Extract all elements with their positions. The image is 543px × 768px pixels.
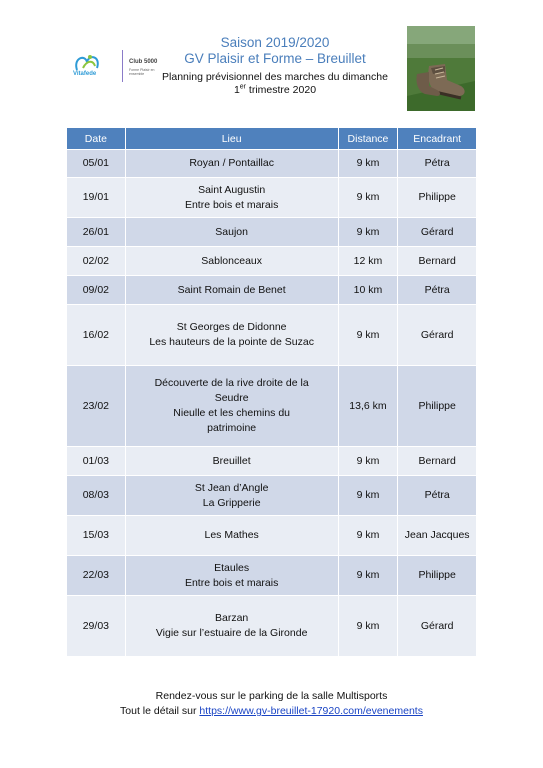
table-row [67,247,477,276]
cell-lieu [125,305,338,366]
cell-encadrant: Pétra [398,476,477,516]
lieu-line: Nieulle et les chemins du [173,407,291,419]
lieu-line: Découverte de la rive droite de la [154,377,309,389]
cell-lieu [125,447,338,476]
trimester-number: 1 [233,84,240,96]
trimester-line [140,84,410,97]
column-header-distance: Distance [338,128,398,150]
cell-encadrant: Pétra [398,276,477,305]
table-row [67,556,477,596]
lieu-line: Sablonceaux [201,254,262,267]
table-row [67,516,477,556]
details-prefix: Tout le détail sur [120,705,200,717]
cell-distance: 9 km [338,178,398,218]
cell-date: 19/01 [67,178,126,218]
cell-lieu [125,218,338,247]
cell-encadrant: Philippe [398,366,477,447]
club-title: GV Plaisir et Forme – Breuillet [184,51,366,66]
column-header-encadrant: Encadrant [398,128,477,150]
details-line [60,704,483,719]
cell-date: 05/01 [67,150,126,178]
lieu-line: St Georges de Didonne [176,321,287,333]
cell-distance: 9 km [338,596,398,657]
cell-lieu [125,516,338,556]
cell-distance: 9 km [338,305,398,366]
cell-date: 02/02 [67,247,126,276]
cell-date: 16/02 [67,305,126,366]
lieu-line: Breuillet [212,454,251,467]
lieu-line: Les hauteurs de la pointe de Suzac [149,336,314,348]
cell-distance: 9 km [338,556,398,596]
cell-distance: 9 km [338,218,398,247]
vitafede-logo [63,50,117,82]
cell-date: 01/03 [67,447,126,476]
lieu-line: Entre bois et marais [184,576,279,589]
cell-encadrant: Philippe [398,556,477,596]
cell-date: 26/01 [67,218,126,247]
lieu-line: Saujon [215,225,248,238]
events-link[interactable]: https://www.gv-breuillet-17920.com/evenements [199,705,423,717]
page-header [140,35,410,97]
lieu-line: La Gripperie [202,496,261,509]
club-logo-title: Club 5000 [129,59,158,65]
cell-lieu [125,556,338,596]
cell-lieu [125,247,338,276]
table-row [67,150,477,178]
table-header-row [67,128,477,150]
lieu-line: Les Mathes [204,529,259,541]
meeting-point-text: Rendez-vous sur le parking de la salle Multisports [155,690,388,702]
table-row [67,276,477,305]
season-title: Saison 2019/2020 [220,35,330,50]
walks-table [66,127,477,657]
cell-encadrant: Philippe [398,178,477,218]
cell-date: 29/03 [67,596,126,657]
cell-date: 23/02 [67,366,126,447]
cell-distance: 9 km [338,516,398,556]
lieu-line: Royan / Pontaillac [189,157,274,169]
trimester-superscript: er [239,83,247,91]
column-header-date: Date [67,128,126,150]
trimester-text: trimestre 2020 [246,84,317,96]
hiking-photo [407,26,475,111]
cell-encadrant: Bernard [398,247,477,276]
footer [60,689,483,719]
cell-encadrant: Gérard [398,305,477,366]
table-row [67,178,477,218]
lieu-line: Vigie sur l’estuaire de la Gironde [155,627,308,639]
lieu-line: Entre bois et marais [184,198,279,211]
table-row [67,596,477,657]
lieu-line: Barzan [215,612,249,624]
table-row [67,476,477,516]
table-row [67,218,477,247]
lieu-line: Saint Romain de Benet [177,283,286,296]
cell-distance: 9 km [338,476,398,516]
club-logo-subtitle: Forme Plaisir en ensemble [129,68,155,76]
cell-distance: 10 km [338,276,398,305]
lieu-line: Seudre [214,392,249,404]
table-row [67,447,477,476]
cell-encadrant: Pétra [398,150,477,178]
cell-encadrant: Jean Jacques [398,516,477,556]
table-row [67,366,477,447]
table-row [67,305,477,366]
logo-text: Vitafede [73,71,97,77]
table-body [67,150,477,657]
cell-distance: 9 km [338,150,398,178]
cell-lieu [125,276,338,305]
lieu-line: Saint Augustin [198,183,266,196]
column-header-lieu: Lieu [125,128,338,150]
lieu-line: Etaules [214,561,250,574]
cell-encadrant: Bernard [398,447,477,476]
lieu-line: patrimoine [207,422,257,434]
cell-distance: 13,6 km [338,366,398,447]
lieu-line: St Jean d’Angle [194,481,269,494]
cell-date: 09/02 [67,276,126,305]
cell-distance: 9 km [338,447,398,476]
cell-lieu [125,476,338,516]
cell-distance: 12 km [338,247,398,276]
cell-lieu [125,366,338,447]
cell-lieu [125,150,338,178]
cell-encadrant: Gérard [398,596,477,657]
cell-lieu [125,596,338,657]
cell-date: 22/03 [67,556,126,596]
cell-date: 08/03 [67,476,126,516]
cell-lieu [125,178,338,218]
planning-subtitle: Planning prévisionnel des marches du dimanche [162,71,388,83]
cell-encadrant: Gérard [398,218,477,247]
cell-date: 15/03 [67,516,126,556]
